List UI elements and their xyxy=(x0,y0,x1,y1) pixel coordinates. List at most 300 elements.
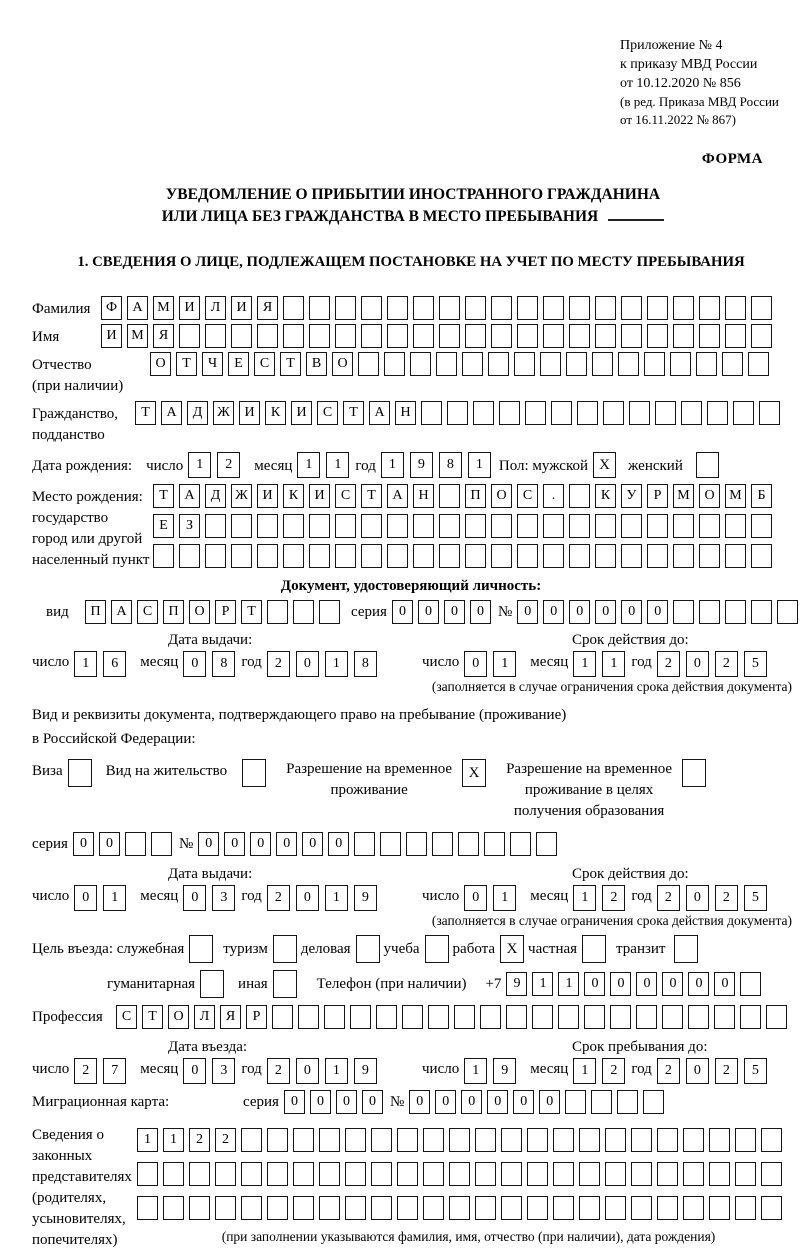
char-cell[interactable]: 0 xyxy=(584,972,605,996)
purpose-transit-checkbox[interactable] xyxy=(674,935,698,963)
char-cell[interactable]: 2 xyxy=(715,885,738,911)
char-cell[interactable] xyxy=(410,352,431,376)
purpose-official-checkbox[interactable] xyxy=(189,935,213,963)
char-cell[interactable] xyxy=(514,352,535,376)
char-cell[interactable] xyxy=(527,1162,548,1186)
char-cell[interactable]: 0 xyxy=(517,600,538,624)
char-cell[interactable]: П xyxy=(85,600,106,624)
char-cell[interactable]: Е xyxy=(228,352,249,376)
char-cell[interactable] xyxy=(740,1005,761,1029)
char-cell[interactable] xyxy=(595,296,616,320)
char-cell[interactable]: 3 xyxy=(212,885,235,911)
char-cell[interactable] xyxy=(699,514,720,538)
char-cell[interactable] xyxy=(725,324,746,348)
char-cell[interactable] xyxy=(644,352,665,376)
char-cell[interactable] xyxy=(501,1196,522,1220)
char-cell[interactable] xyxy=(709,1196,730,1220)
char-cell[interactable] xyxy=(591,1090,612,1114)
char-cell[interactable] xyxy=(387,514,408,538)
char-cell[interactable]: Д xyxy=(205,484,226,508)
char-cell[interactable]: 2 xyxy=(657,885,680,911)
char-cell[interactable]: 8 xyxy=(354,651,377,677)
char-cell[interactable] xyxy=(413,296,434,320)
char-cell[interactable] xyxy=(189,1196,210,1220)
char-cell[interactable]: Т xyxy=(176,352,197,376)
char-cell[interactable]: 2 xyxy=(267,1058,290,1084)
purpose-other-checkbox[interactable] xyxy=(273,970,297,998)
char-cell[interactable] xyxy=(272,1005,293,1029)
char-cell[interactable] xyxy=(517,544,538,568)
char-cell[interactable] xyxy=(319,600,340,624)
char-cell[interactable] xyxy=(673,600,694,624)
char-cell[interactable] xyxy=(231,514,252,538)
char-cell[interactable] xyxy=(725,296,746,320)
char-cell[interactable] xyxy=(215,1196,236,1220)
char-cell[interactable] xyxy=(517,296,538,320)
char-cell[interactable]: Я xyxy=(220,1005,241,1029)
char-cell[interactable]: Ч xyxy=(202,352,223,376)
char-cell[interactable] xyxy=(631,1162,652,1186)
char-cell[interactable]: О xyxy=(189,600,210,624)
char-cell[interactable]: 1 xyxy=(325,885,348,911)
char-cell[interactable] xyxy=(267,1128,288,1152)
char-cell[interactable]: 3 xyxy=(212,1058,235,1084)
char-cell[interactable] xyxy=(553,1128,574,1152)
char-cell[interactable] xyxy=(673,514,694,538)
char-cell[interactable] xyxy=(733,401,754,425)
char-cell[interactable] xyxy=(629,401,650,425)
char-cell[interactable] xyxy=(319,1196,340,1220)
char-cell[interactable]: 0 xyxy=(662,972,683,996)
char-cell[interactable]: М xyxy=(127,324,148,348)
char-cell[interactable]: . xyxy=(543,484,564,508)
char-cell[interactable]: 2 xyxy=(602,1058,625,1084)
char-cell[interactable] xyxy=(423,1196,444,1220)
char-cell[interactable] xyxy=(283,324,304,348)
char-cell[interactable]: Ж xyxy=(231,484,252,508)
visa-checkbox[interactable] xyxy=(68,759,92,787)
char-cell[interactable] xyxy=(309,324,330,348)
char-cell[interactable] xyxy=(465,544,486,568)
char-cell[interactable] xyxy=(137,1196,158,1220)
char-cell[interactable] xyxy=(543,514,564,538)
char-cell[interactable] xyxy=(361,296,382,320)
char-cell[interactable]: Н xyxy=(395,401,416,425)
char-cell[interactable] xyxy=(709,1162,730,1186)
char-cell[interactable] xyxy=(714,1005,735,1029)
char-cell[interactable] xyxy=(510,832,531,856)
char-cell[interactable] xyxy=(527,1128,548,1152)
char-cell[interactable] xyxy=(579,1128,600,1152)
char-cell[interactable] xyxy=(465,296,486,320)
char-cell[interactable]: 0 xyxy=(99,832,120,856)
char-cell[interactable]: Ж xyxy=(213,401,234,425)
char-cell[interactable]: 0 xyxy=(688,972,709,996)
char-cell[interactable]: 1 xyxy=(573,1058,596,1084)
char-cell[interactable]: 1 xyxy=(493,651,516,677)
char-cell[interactable] xyxy=(527,1196,548,1220)
char-cell[interactable]: К xyxy=(265,401,286,425)
char-cell[interactable]: 7 xyxy=(103,1058,126,1084)
char-cell[interactable] xyxy=(125,832,146,856)
char-cell[interactable]: 1 xyxy=(137,1128,158,1152)
char-cell[interactable] xyxy=(569,484,590,508)
char-cell[interactable] xyxy=(205,324,226,348)
char-cell[interactable]: 0 xyxy=(284,1090,305,1114)
char-cell[interactable]: М xyxy=(725,484,746,508)
char-cell[interactable] xyxy=(267,600,288,624)
char-cell[interactable]: 0 xyxy=(464,885,487,911)
char-cell[interactable]: 9 xyxy=(354,885,377,911)
char-cell[interactable] xyxy=(699,600,720,624)
char-cell[interactable] xyxy=(647,544,668,568)
char-cell[interactable] xyxy=(748,352,769,376)
char-cell[interactable] xyxy=(257,544,278,568)
char-cell[interactable]: 0 xyxy=(464,651,487,677)
char-cell[interactable]: А xyxy=(161,401,182,425)
char-cell[interactable]: Т xyxy=(153,484,174,508)
char-cell[interactable]: 0 xyxy=(296,885,319,911)
char-cell[interactable] xyxy=(439,484,460,508)
char-cell[interactable] xyxy=(406,832,427,856)
char-cell[interactable]: 1 xyxy=(493,885,516,911)
char-cell[interactable] xyxy=(579,1196,600,1220)
char-cell[interactable]: 0 xyxy=(686,651,709,677)
char-cell[interactable]: 2 xyxy=(657,651,680,677)
char-cell[interactable] xyxy=(670,352,691,376)
char-cell[interactable]: О xyxy=(150,352,171,376)
char-cell[interactable] xyxy=(423,1162,444,1186)
char-cell[interactable] xyxy=(335,514,356,538)
char-cell[interactable] xyxy=(605,1196,626,1220)
char-cell[interactable] xyxy=(283,544,304,568)
char-cell[interactable] xyxy=(506,1005,527,1029)
char-cell[interactable] xyxy=(439,544,460,568)
char-cell[interactable]: 0 xyxy=(636,972,657,996)
char-cell[interactable] xyxy=(397,1128,418,1152)
char-cell[interactable] xyxy=(766,1005,787,1029)
char-cell[interactable] xyxy=(725,600,746,624)
char-cell[interactable] xyxy=(751,296,772,320)
char-cell[interactable] xyxy=(345,1128,366,1152)
char-cell[interactable] xyxy=(592,352,613,376)
char-cell[interactable] xyxy=(361,514,382,538)
char-cell[interactable]: И xyxy=(239,401,260,425)
char-cell[interactable] xyxy=(335,324,356,348)
char-cell[interactable]: С xyxy=(317,401,338,425)
char-cell[interactable] xyxy=(293,600,314,624)
char-cell[interactable]: 0 xyxy=(569,600,590,624)
char-cell[interactable]: 0 xyxy=(310,1090,331,1114)
char-cell[interactable] xyxy=(761,1162,782,1186)
char-cell[interactable]: О xyxy=(491,484,512,508)
char-cell[interactable] xyxy=(617,1090,638,1114)
char-cell[interactable] xyxy=(543,544,564,568)
char-cell[interactable] xyxy=(751,544,772,568)
char-cell[interactable]: 0 xyxy=(621,600,642,624)
char-cell[interactable] xyxy=(735,1196,756,1220)
char-cell[interactable]: Л xyxy=(205,296,226,320)
char-cell[interactable] xyxy=(241,1196,262,1220)
char-cell[interactable] xyxy=(735,1162,756,1186)
char-cell[interactable]: Р xyxy=(647,484,668,508)
char-cell[interactable] xyxy=(621,324,642,348)
char-cell[interactable]: С xyxy=(116,1005,137,1029)
purpose-private-checkbox[interactable] xyxy=(582,935,606,963)
char-cell[interactable]: 1 xyxy=(573,651,596,677)
char-cell[interactable] xyxy=(683,1128,704,1152)
char-cell[interactable] xyxy=(293,1196,314,1220)
char-cell[interactable]: А xyxy=(369,401,390,425)
char-cell[interactable] xyxy=(636,1005,657,1029)
char-cell[interactable] xyxy=(324,1005,345,1029)
char-cell[interactable]: И xyxy=(179,296,200,320)
char-cell[interactable] xyxy=(205,514,226,538)
char-cell[interactable] xyxy=(707,401,728,425)
char-cell[interactable]: 6 xyxy=(103,651,126,677)
char-cell[interactable]: 9 xyxy=(354,1058,377,1084)
char-cell[interactable]: 0 xyxy=(296,1058,319,1084)
char-cell[interactable]: А xyxy=(111,600,132,624)
purpose-study-checkbox[interactable] xyxy=(425,935,449,963)
char-cell[interactable]: С xyxy=(335,484,356,508)
char-cell[interactable]: 1 xyxy=(325,1058,348,1084)
char-cell[interactable] xyxy=(257,324,278,348)
char-cell[interactable]: 0 xyxy=(409,1090,430,1114)
char-cell[interactable]: О xyxy=(168,1005,189,1029)
char-cell[interactable]: 1 xyxy=(532,972,553,996)
char-cell[interactable]: 0 xyxy=(336,1090,357,1114)
char-cell[interactable]: 1 xyxy=(103,885,126,911)
char-cell[interactable]: 9 xyxy=(410,452,433,478)
char-cell[interactable]: 0 xyxy=(647,600,668,624)
char-cell[interactable] xyxy=(475,1128,496,1152)
char-cell[interactable] xyxy=(662,1005,683,1029)
char-cell[interactable] xyxy=(584,1005,605,1029)
char-cell[interactable]: Б xyxy=(751,484,772,508)
char-cell[interactable] xyxy=(449,1162,470,1186)
char-cell[interactable] xyxy=(595,544,616,568)
char-cell[interactable] xyxy=(267,1196,288,1220)
char-cell[interactable]: А xyxy=(387,484,408,508)
char-cell[interactable] xyxy=(647,324,668,348)
char-cell[interactable]: 0 xyxy=(183,1058,206,1084)
char-cell[interactable]: 0 xyxy=(296,651,319,677)
char-cell[interactable] xyxy=(499,401,520,425)
char-cell[interactable]: А xyxy=(179,484,200,508)
purpose-tourism-checkbox[interactable] xyxy=(273,935,297,963)
char-cell[interactable]: 1 xyxy=(558,972,579,996)
char-cell[interactable] xyxy=(501,1128,522,1152)
char-cell[interactable] xyxy=(298,1005,319,1029)
char-cell[interactable] xyxy=(432,832,453,856)
char-cell[interactable]: П xyxy=(465,484,486,508)
char-cell[interactable] xyxy=(501,1162,522,1186)
char-cell[interactable]: И xyxy=(309,484,330,508)
char-cell[interactable] xyxy=(480,1005,501,1029)
char-cell[interactable] xyxy=(673,544,694,568)
char-cell[interactable]: 5 xyxy=(744,1058,767,1084)
char-cell[interactable]: 0 xyxy=(74,885,97,911)
char-cell[interactable] xyxy=(540,352,561,376)
char-cell[interactable] xyxy=(709,1128,730,1152)
char-cell[interactable] xyxy=(423,1128,444,1152)
char-cell[interactable]: 8 xyxy=(439,452,462,478)
char-cell[interactable]: Р xyxy=(215,600,236,624)
char-cell[interactable]: Д xyxy=(187,401,208,425)
char-cell[interactable] xyxy=(621,544,642,568)
char-cell[interactable] xyxy=(603,401,624,425)
char-cell[interactable] xyxy=(449,1128,470,1152)
char-cell[interactable] xyxy=(241,1162,262,1186)
char-cell[interactable] xyxy=(376,1005,397,1029)
char-cell[interactable] xyxy=(241,1128,262,1152)
purpose-work-checkbox[interactable]: X xyxy=(500,935,524,963)
char-cell[interactable]: Т xyxy=(135,401,156,425)
char-cell[interactable]: 2 xyxy=(215,1128,236,1152)
char-cell[interactable] xyxy=(387,324,408,348)
char-cell[interactable]: С xyxy=(137,600,158,624)
char-cell[interactable] xyxy=(740,972,761,996)
char-cell[interactable]: 0 xyxy=(444,600,465,624)
char-cell[interactable] xyxy=(309,296,330,320)
char-cell[interactable] xyxy=(454,1005,475,1029)
char-cell[interactable]: 0 xyxy=(328,832,349,856)
char-cell[interactable] xyxy=(421,401,442,425)
char-cell[interactable] xyxy=(151,832,172,856)
char-cell[interactable] xyxy=(618,352,639,376)
char-cell[interactable] xyxy=(558,1005,579,1029)
char-cell[interactable] xyxy=(458,832,479,856)
char-cell[interactable]: И xyxy=(101,324,122,348)
char-cell[interactable]: 1 xyxy=(464,1058,487,1084)
char-cell[interactable]: К xyxy=(595,484,616,508)
char-cell[interactable] xyxy=(621,514,642,538)
char-cell[interactable] xyxy=(517,324,538,348)
char-cell[interactable] xyxy=(761,1128,782,1152)
char-cell[interactable]: Ф xyxy=(101,296,122,320)
char-cell[interactable] xyxy=(293,1162,314,1186)
char-cell[interactable]: 0 xyxy=(595,600,616,624)
char-cell[interactable] xyxy=(413,514,434,538)
char-cell[interactable]: 0 xyxy=(73,832,94,856)
char-cell[interactable] xyxy=(543,324,564,348)
char-cell[interactable] xyxy=(699,324,720,348)
char-cell[interactable] xyxy=(163,1162,184,1186)
char-cell[interactable] xyxy=(257,514,278,538)
char-cell[interactable] xyxy=(309,544,330,568)
char-cell[interactable] xyxy=(751,600,772,624)
char-cell[interactable] xyxy=(553,1162,574,1186)
char-cell[interactable]: 1 xyxy=(326,452,349,478)
char-cell[interactable] xyxy=(532,1005,553,1029)
residence-permit-checkbox[interactable] xyxy=(242,759,266,787)
char-cell[interactable] xyxy=(465,514,486,538)
char-cell[interactable]: 5 xyxy=(744,651,767,677)
char-cell[interactable]: Т xyxy=(361,484,382,508)
char-cell[interactable] xyxy=(350,1005,371,1029)
char-cell[interactable]: 0 xyxy=(686,885,709,911)
char-cell[interactable] xyxy=(462,352,483,376)
char-cell[interactable] xyxy=(491,544,512,568)
char-cell[interactable]: 0 xyxy=(686,1058,709,1084)
char-cell[interactable] xyxy=(475,1162,496,1186)
char-cell[interactable] xyxy=(283,514,304,538)
char-cell[interactable] xyxy=(553,1196,574,1220)
char-cell[interactable]: 0 xyxy=(714,972,735,996)
char-cell[interactable]: А xyxy=(127,296,148,320)
char-cell[interactable]: 0 xyxy=(362,1090,383,1114)
char-cell[interactable]: 0 xyxy=(392,600,413,624)
char-cell[interactable]: Я xyxy=(153,324,174,348)
edu-permit-checkbox[interactable] xyxy=(682,759,706,787)
char-cell[interactable] xyxy=(725,544,746,568)
char-cell[interactable] xyxy=(579,1162,600,1186)
char-cell[interactable]: 0 xyxy=(610,972,631,996)
char-cell[interactable]: М xyxy=(673,484,694,508)
char-cell[interactable] xyxy=(387,296,408,320)
char-cell[interactable] xyxy=(751,514,772,538)
char-cell[interactable]: 1 xyxy=(163,1128,184,1152)
char-cell[interactable] xyxy=(491,324,512,348)
char-cell[interactable]: 1 xyxy=(381,452,404,478)
char-cell[interactable] xyxy=(673,324,694,348)
char-cell[interactable] xyxy=(371,1196,392,1220)
char-cell[interactable]: 0 xyxy=(461,1090,482,1114)
char-cell[interactable] xyxy=(631,1128,652,1152)
char-cell[interactable]: 0 xyxy=(539,1090,560,1114)
char-cell[interactable] xyxy=(137,1162,158,1186)
char-cell[interactable] xyxy=(688,1005,709,1029)
char-cell[interactable] xyxy=(631,1196,652,1220)
char-cell[interactable] xyxy=(696,352,717,376)
char-cell[interactable] xyxy=(215,1162,236,1186)
char-cell[interactable] xyxy=(465,324,486,348)
char-cell[interactable] xyxy=(267,1162,288,1186)
char-cell[interactable]: 8 xyxy=(212,651,235,677)
char-cell[interactable] xyxy=(565,1090,586,1114)
char-cell[interactable]: 1 xyxy=(573,885,596,911)
char-cell[interactable]: 2 xyxy=(74,1058,97,1084)
char-cell[interactable]: 0 xyxy=(543,600,564,624)
char-cell[interactable]: В xyxy=(306,352,327,376)
char-cell[interactable]: 0 xyxy=(183,885,206,911)
char-cell[interactable] xyxy=(380,832,401,856)
char-cell[interactable] xyxy=(605,1128,626,1152)
char-cell[interactable]: 1 xyxy=(325,651,348,677)
char-cell[interactable] xyxy=(231,324,252,348)
char-cell[interactable]: М xyxy=(153,296,174,320)
char-cell[interactable] xyxy=(673,296,694,320)
char-cell[interactable]: Е xyxy=(153,514,174,538)
char-cell[interactable] xyxy=(231,544,252,568)
char-cell[interactable] xyxy=(439,324,460,348)
char-cell[interactable]: 0 xyxy=(250,832,271,856)
char-cell[interactable]: Р xyxy=(246,1005,267,1029)
char-cell[interactable] xyxy=(761,1196,782,1220)
char-cell[interactable] xyxy=(354,832,375,856)
char-cell[interactable] xyxy=(605,1162,626,1186)
char-cell[interactable] xyxy=(319,1162,340,1186)
char-cell[interactable]: 1 xyxy=(74,651,97,677)
char-cell[interactable] xyxy=(536,832,557,856)
char-cell[interactable] xyxy=(681,401,702,425)
char-cell[interactable] xyxy=(683,1196,704,1220)
char-cell[interactable] xyxy=(569,514,590,538)
char-cell[interactable] xyxy=(205,544,226,568)
temp-permit-checkbox[interactable]: X xyxy=(462,759,486,787)
purpose-business-checkbox[interactable] xyxy=(356,935,380,963)
